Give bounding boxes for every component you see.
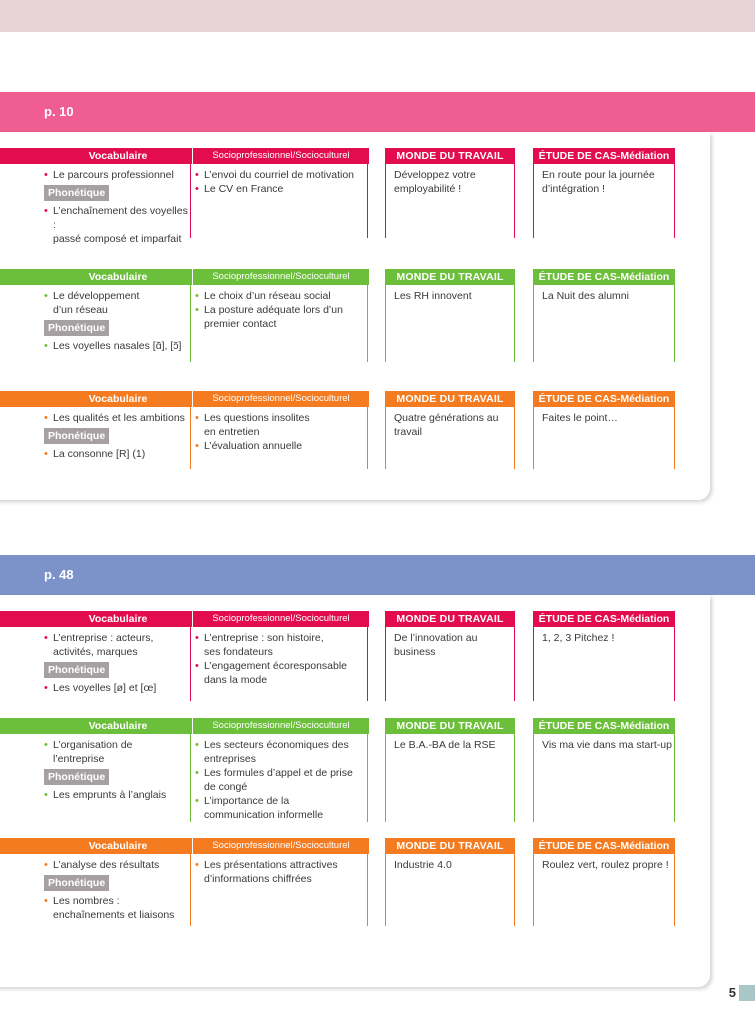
socioprofessionnel-column (193, 854, 368, 926)
etude-de-cas-header: ÉTUDE DE CAS-Médiation (533, 838, 675, 854)
etude-de-cas-column (533, 627, 675, 701)
monde-du-travail-column (385, 734, 515, 822)
phonetique-item: • Les emprunts à l’anglais (44, 788, 190, 802)
socioprofessionnel-column (193, 734, 368, 822)
socioprofessionnel-item: • L’importance de la communication informelle (195, 794, 367, 822)
monde-du-travail-header: MONDE DU TRAVAIL (385, 148, 515, 164)
vocabulaire-header: Vocabulaire (0, 718, 192, 734)
vocabulaire-item: • Le développement d’un réseau (44, 289, 190, 317)
etude-de-cas-header: ÉTUDE DE CAS-Médiation (533, 391, 675, 407)
socioprofessionnel-header: Socioprofessionnel/Socioculturel (193, 611, 369, 627)
vocabulaire-item: • L’organisation de l’entreprise (44, 738, 190, 766)
monde-du-travail-header: MONDE DU TRAVAIL (385, 391, 515, 407)
socioprofessionnel-item: • Les présentations attractives d’informations chiffrées (195, 858, 367, 886)
phonetique-label: Phonétique (44, 662, 109, 678)
monde-du-travail-text: Le B.A.-BA de la RSE (394, 739, 496, 751)
vocabulaire-item: • Les qualités et les ambitions (44, 411, 190, 425)
socioprofessionnel-header: Socioprofessionnel/Socioculturel (193, 269, 369, 285)
monde-du-travail-column (385, 854, 515, 926)
etude-de-cas-text: En route pour la journée d’intégration ! (542, 169, 655, 195)
socioprofessionnel-column (193, 407, 368, 469)
vocabulaire-column (44, 407, 191, 469)
page-band (0, 92, 755, 132)
monde-du-travail-text: Industrie 4.0 (394, 859, 452, 871)
etude-de-cas-header: ÉTUDE DE CAS-Médiation (533, 611, 675, 627)
top-strip (0, 0, 755, 32)
lesson-block (0, 391, 755, 469)
etude-de-cas-column (533, 407, 675, 469)
etude-de-cas-column (533, 854, 675, 926)
etude-de-cas-header: ÉTUDE DE CAS-Médiation (533, 718, 675, 734)
page-reference: p. 48 (44, 567, 74, 582)
phonetique-item: • Les nombres : enchaînements et liaisons (44, 894, 190, 922)
etude-de-cas-text: Roulez vert, roulez propre ! (542, 859, 669, 871)
socioprofessionnel-column (193, 285, 368, 362)
monde-du-travail-header: MONDE DU TRAVAIL (385, 269, 515, 285)
phonetique-item: • Les voyelles nasales [ɑ̃], [ɔ̃] (44, 339, 190, 353)
etude-de-cas-text: La Nuit des alumni (542, 290, 629, 302)
socioprofessionnel-column (193, 164, 368, 238)
lesson-block (0, 269, 755, 362)
etude-de-cas-column (533, 285, 675, 362)
etude-de-cas-text: Faites le point… (542, 412, 618, 424)
vocabulaire-column (44, 285, 191, 362)
monde-du-travail-text: Quatre générations au travail (394, 412, 499, 438)
vocabulaire-column (44, 854, 191, 926)
etude-de-cas-header: ÉTUDE DE CAS-Médiation (533, 148, 675, 164)
etude-de-cas-header: ÉTUDE DE CAS-Médiation (533, 269, 675, 285)
page-number: 5 (728, 985, 736, 1000)
phonetique-item: • L’enchaînement des voyelles : passé composé et imparfait (44, 204, 190, 246)
page-band (0, 555, 755, 595)
socioprofessionnel-item: • Les secteurs économiques des entreprises (195, 738, 367, 766)
vocabulaire-column (44, 627, 191, 701)
socioprofessionnel-header: Socioprofessionnel/Socioculturel (193, 148, 369, 164)
phonetique-label: Phonétique (44, 320, 109, 336)
phonetique-item: • La consonne [R] (1) (44, 447, 190, 461)
page-reference: p. 10 (44, 104, 74, 119)
etude-de-cas-column (533, 164, 675, 238)
socioprofessionnel-item: • Les formules d’appel et de prise de congé (195, 766, 367, 794)
socioprofessionnel-header: Socioprofessionnel/Socioculturel (193, 838, 369, 854)
socioprofessionnel-item: • L’envoi du courriel de motivation (195, 168, 367, 182)
vocabulaire-item: • Le parcours professionnel (44, 168, 190, 182)
socioprofessionnel-header: Socioprofessionnel/Socioculturel (193, 391, 369, 407)
phonetique-label: Phonétique (44, 428, 109, 444)
phonetique-label: Phonétique (44, 185, 109, 201)
socioprofessionnel-item: • La posture adéquate lors d’un premier contact (195, 303, 367, 331)
vocabulaire-header: Vocabulaire (0, 148, 192, 164)
phonetique-label: Phonétique (44, 769, 109, 785)
etude-de-cas-text: 1, 2, 3 Pitchez ! (542, 632, 615, 644)
socioprofessionnel-item: • L’engagement écoresponsable dans la mode (195, 659, 367, 687)
monde-du-travail-text: Les RH innovent (394, 290, 472, 302)
socioprofessionnel-header: Socioprofessionnel/Socioculturel (193, 718, 369, 734)
monde-du-travail-text: Développez votre employabilité ! (394, 169, 476, 195)
etude-de-cas-column (533, 734, 675, 822)
socioprofessionnel-item: • Le choix d’un réseau social (195, 289, 367, 303)
vocabulaire-header: Vocabulaire (0, 611, 192, 627)
vocabulaire-header: Vocabulaire (0, 269, 192, 285)
monde-du-travail-column (385, 285, 515, 362)
lesson-block (0, 838, 755, 926)
monde-du-travail-column (385, 164, 515, 238)
vocabulaire-item: • L’entreprise : acteurs, activités, marques (44, 631, 190, 659)
socioprofessionnel-item: • L’évaluation annuelle (195, 439, 367, 453)
monde-du-travail-column (385, 627, 515, 701)
etude-de-cas-text: Vis ma vie dans ma start-up (542, 739, 672, 751)
lesson-block (0, 611, 755, 701)
monde-du-travail-header: MONDE DU TRAVAIL (385, 838, 515, 854)
vocabulaire-column (44, 734, 191, 822)
page-number-marker (739, 985, 755, 1001)
lesson-block (0, 148, 755, 245)
vocabulaire-item: • L’analyse des résultats (44, 858, 190, 872)
socioprofessionnel-item: • Les questions insolites en entretien (195, 411, 367, 439)
vocabulaire-column (44, 164, 191, 245)
monde-du-travail-header: MONDE DU TRAVAIL (385, 718, 515, 734)
socioprofessionnel-column (193, 627, 368, 701)
vocabulaire-header: Vocabulaire (0, 391, 192, 407)
lesson-block (0, 718, 755, 822)
socioprofessionnel-item: • Le CV en France (195, 182, 367, 196)
phonetique-item: • Les voyelles [ø] et [œ] (44, 681, 190, 695)
vocabulaire-header: Vocabulaire (0, 838, 192, 854)
socioprofessionnel-item: • L’entreprise : son histoire, ses fondateurs (195, 631, 367, 659)
monde-du-travail-text: De l’innovation au business (394, 632, 478, 658)
monde-du-travail-column (385, 407, 515, 469)
monde-du-travail-header: MONDE DU TRAVAIL (385, 611, 515, 627)
phonetique-label: Phonétique (44, 875, 109, 891)
